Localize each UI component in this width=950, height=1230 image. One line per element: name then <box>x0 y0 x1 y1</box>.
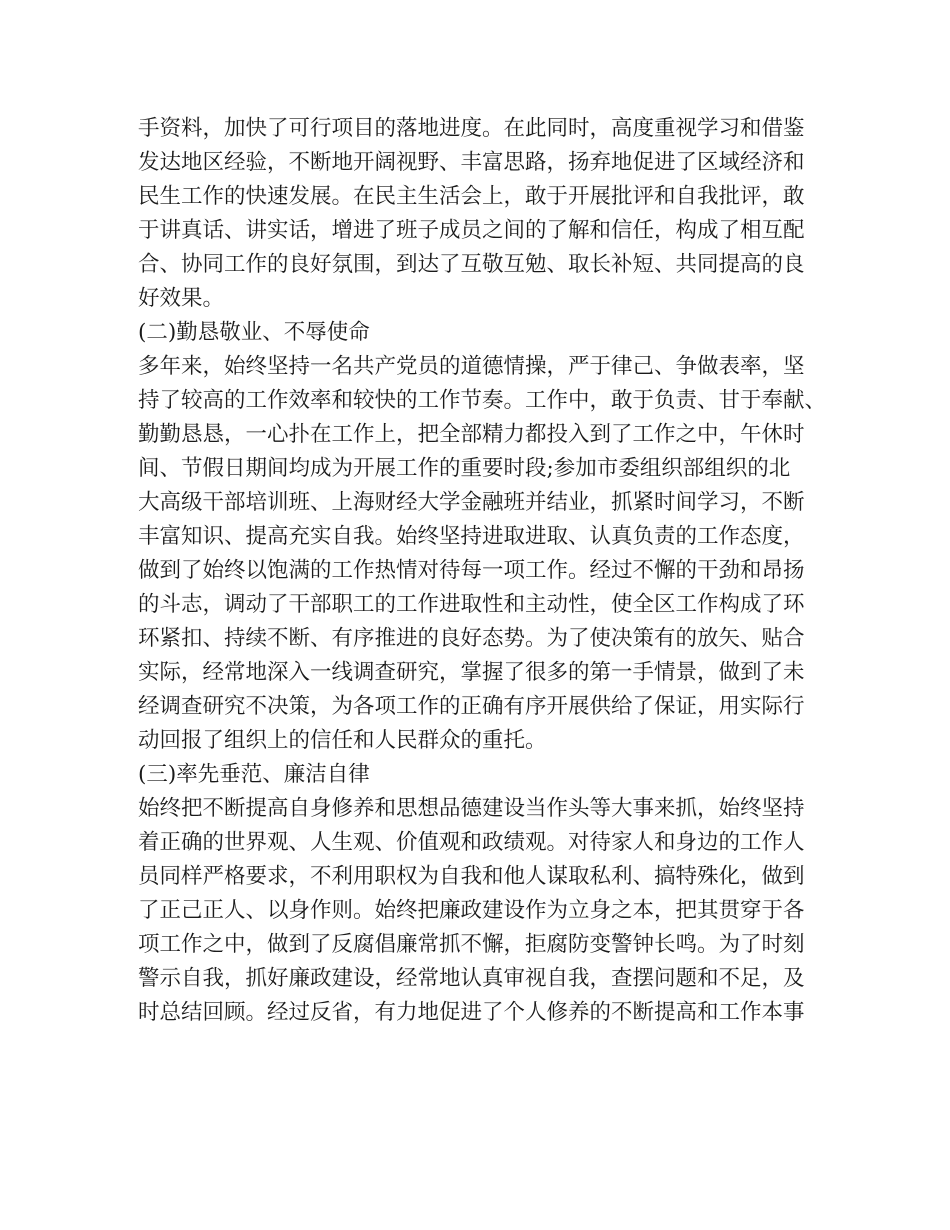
body-line: 环紧扣、持续不断、有序推进的良好态势。为了使决策有的放矢、贴合 <box>138 626 805 651</box>
body-line: 大高级干部培训班、上海财经大学金融班并结业，抓紧时间学习，不断 <box>138 490 805 515</box>
body-line: 经调查研究不决策，为各项工作的正确有序开展供给了保证，用实际行 <box>138 694 805 719</box>
section-heading: (二)勤恳敬业、不辱使命 <box>138 320 370 345</box>
body-line: 员同样严格要求，不利用职权为自我和他人谋取私利、搞特殊化，做到 <box>138 864 805 889</box>
body-line: 始终把不断提高自身修养和思想品德建设当作头等大事来抓，始终坚持 <box>138 796 805 821</box>
body-line: 的斗志，调动了干部职工的工作进取性和主动性，使全区工作构成了环 <box>138 592 805 617</box>
body-line: 了正己正人、以身作则。始终把廉政建设作为立身之本，把其贯穿于各 <box>138 898 805 923</box>
body-line: 好效果。 <box>138 286 225 311</box>
body-line: 多年来，始终坚持一名共产党员的道德情操，严于律己、争做表率，坚 <box>138 354 805 379</box>
body-line: 发达地区经验，不断地开阔视野、丰富思路，扬弃地促进了区域经济和 <box>138 150 805 175</box>
body-line: 合、协同工作的良好氛围，到达了互敬互勉、取长补短、共同提高的良 <box>138 252 805 277</box>
body-line: 手资料，加快了可行项目的落地进度。在此同时，高度重视学习和借鉴 <box>138 116 805 141</box>
body-line: 间、节假日期间均成为开展工作的重要时段;参加市委组织部组织的北 <box>138 456 791 481</box>
body-line: 于讲真话、讲实话，增进了班子成员之间的了解和信任，构成了相互配 <box>138 218 805 243</box>
body-line: 动回报了组织上的信任和人民群众的重托。 <box>138 728 547 753</box>
section-heading: (三)率先垂范、廉洁自律 <box>138 762 370 787</box>
body-line: 实际，经常地深入一线调查研究，掌握了很多的第一手情景，做到了未 <box>138 660 805 685</box>
body-line: 勤勤恳恳，一心扑在工作上，把全部精力都投入到了工作之中，午休时 <box>138 422 805 447</box>
body-line: 警示自我，抓好廉政建设，经常地认真审视自我，查摆问题和不足，及 <box>138 966 805 991</box>
document-body <box>138 112 827 1030</box>
body-line: 民生工作的快速发展。在民主生活会上，敢于开展批评和自我批评，敢 <box>138 184 805 209</box>
body-line: 丰富知识、提高充实自我。始终坚持进取进取、认真负责的工作态度， <box>138 524 805 549</box>
body-line: 做到了始终以饱满的工作热情对待每一项工作。经过不懈的干劲和昂扬 <box>138 558 805 583</box>
body-line: 时总结回顾。经过反省，有力地促进了个人修养的不断提高和工作本事 <box>138 1000 805 1025</box>
body-line: 着正确的世界观、人生观、价值观和政绩观。对待家人和身边的工作人 <box>138 830 805 855</box>
body-line: 持了较高的工作效率和较快的工作节奏。工作中，敢于负责、甘于奉献、 <box>138 388 827 413</box>
body-line: 项工作之中，做到了反腐倡廉常抓不懈，拒腐防变警钟长鸣。为了时刻 <box>138 932 805 957</box>
